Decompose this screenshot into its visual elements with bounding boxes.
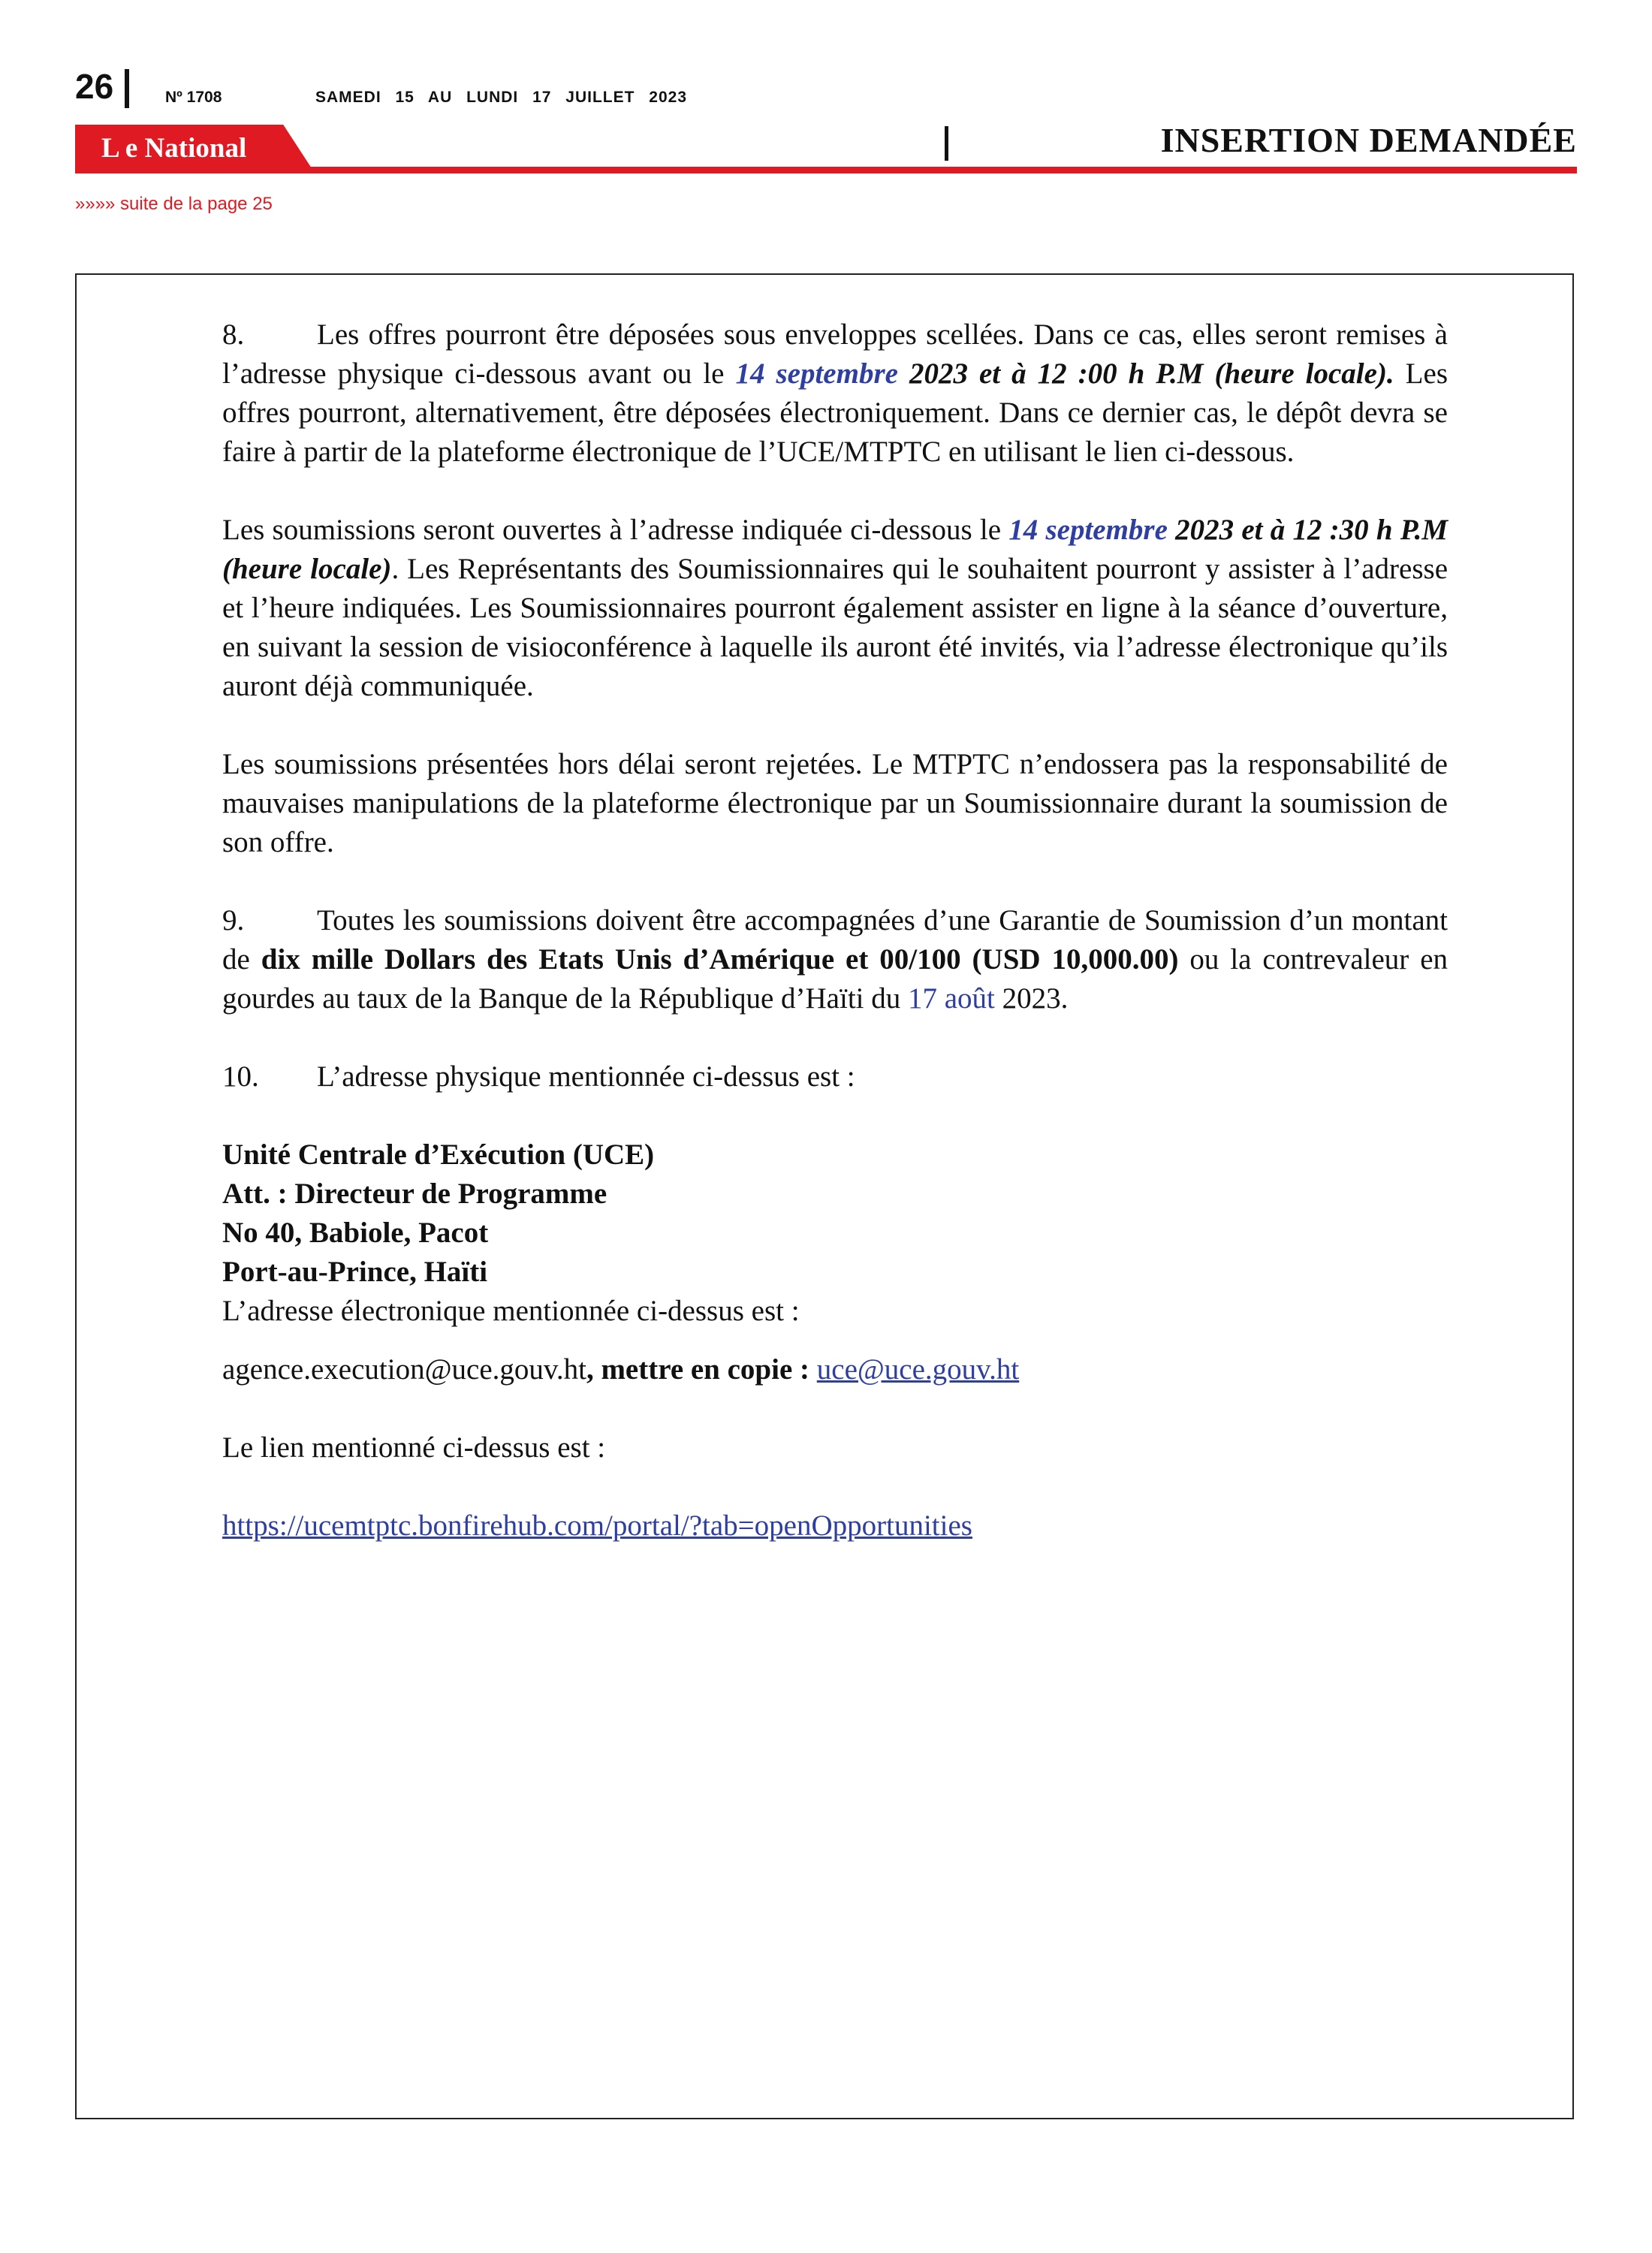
paragraph-text: 2023. — [994, 982, 1069, 1015]
header-rule — [75, 167, 1577, 173]
copy-email-link[interactable]: uce@uce.gouv.ht — [816, 1353, 1020, 1386]
exchange-date: 17 août — [908, 982, 995, 1015]
guarantee-amount: dix mille Dollars des Etats Unis d’Amérique et 00/100 (USD 10,000.00) — [261, 943, 1179, 976]
email-line — [222, 1350, 1448, 1389]
portal-link[interactable]: https://ucemtptc.bonfirehub.com/portal/?tab=openOpportunities — [222, 1510, 972, 1542]
address-line: Port-au-Prince, Haïti — [222, 1256, 488, 1288]
paragraph-8 — [222, 315, 1448, 472]
notice-content — [222, 315, 1448, 1585]
email-address: agence.execution@uce.gouv.ht — [222, 1353, 586, 1386]
opening-date: 14 septembre — [1008, 514, 1168, 546]
email-intro: L’adresse électronique mentionnée ci-dessus est : — [222, 1295, 800, 1327]
paragraph-text: Les offres pourront être déposées sous enveloppes scellées. Dans ce cas, elles seront remises à l’adresse physique ci-dessous avant ou le — [222, 318, 1448, 390]
paragraph-text: ou la contrevaleur en gourdes au taux de la Banque de la République d’Haïti du — [222, 943, 1449, 1015]
paragraph-number: 10. — [222, 1060, 259, 1093]
portal-link-line — [222, 1507, 1448, 1546]
opening-time: 2023 et à 12 :30 h P.M (heure locale) — [222, 514, 1448, 585]
paragraph-10 — [222, 1057, 1448, 1096]
paragraph-text: Toutes les soumissions doivent être accompagnées d’une Garantie de Soumission d’un montant de — [222, 904, 1448, 976]
paragraph-opening — [222, 511, 1448, 706]
paragraph-late: Les soumissions présentées hors délai seront rejetées. Le MTPTC n’endossera pas la responsabilité de mauvaises manipulations de la plateforme électronique par un Soumissionnaire durant la soumission de son offre. — [222, 748, 1448, 858]
paragraph-text: L’adresse physique mentionnée ci-dessus est : — [317, 1060, 855, 1093]
deadline-time: 2023 et à 12 :00 h P.M (heure locale). — [897, 357, 1394, 390]
continued-from: »»»» suite de la page 25 — [75, 194, 273, 214]
paragraph-9 — [222, 901, 1448, 1018]
paragraph-text: Les soumissions seront ouvertes à l’adresse indiquée ci-dessous le — [222, 514, 1009, 546]
issue-number: Nº 1708 — [165, 89, 222, 106]
paragraph-number: 9. — [222, 904, 245, 936]
address-line: Unité Centrale d’Exécution (UCE) — [222, 1139, 655, 1171]
issue-date: SAMEDI 15 AU LUNDI 17 JUILLET 2023 — [315, 89, 687, 106]
header-divider — [945, 126, 948, 161]
address-line: No 40, Babiole, Pacot — [222, 1217, 489, 1249]
address-line: Att. : Directeur de Programme — [222, 1178, 607, 1210]
copy-label: , mettre en copie : — [586, 1353, 810, 1386]
header-separator — [125, 69, 129, 108]
paragraph-number: 8. — [222, 318, 245, 351]
newspaper-logo: L e National — [101, 133, 247, 164]
page-number: 26 — [75, 67, 114, 106]
section-title: INSERTION DEMANDÉE — [1160, 121, 1577, 159]
paragraph-text: . Les Représentants des Soumissionnaires qui le souhaitent pourront y assister à l’adresse et l’heure indiquées. Les Soumissionnaires pourront également assister en ligne à la séance d’ouverture, en suivant la session de visioconférence à laquelle ils auront été invités, via l’adresse électronique qu’ils auront déjà communiquée. — [222, 553, 1449, 702]
physical-address — [222, 1136, 1448, 1331]
link-intro: Le lien mentionné ci-dessus est : — [222, 1431, 606, 1464]
paragraph-text: Les offres pourront, alternativement, être déposées électroniquement. Dans ce dernier cas, le dépôt devra se faire à partir de la plateforme électronique de l’UCE/MTPTC en utilisant le lien ci-dessous. — [222, 357, 1448, 468]
deadline-date: 14 septembre — [735, 357, 898, 390]
